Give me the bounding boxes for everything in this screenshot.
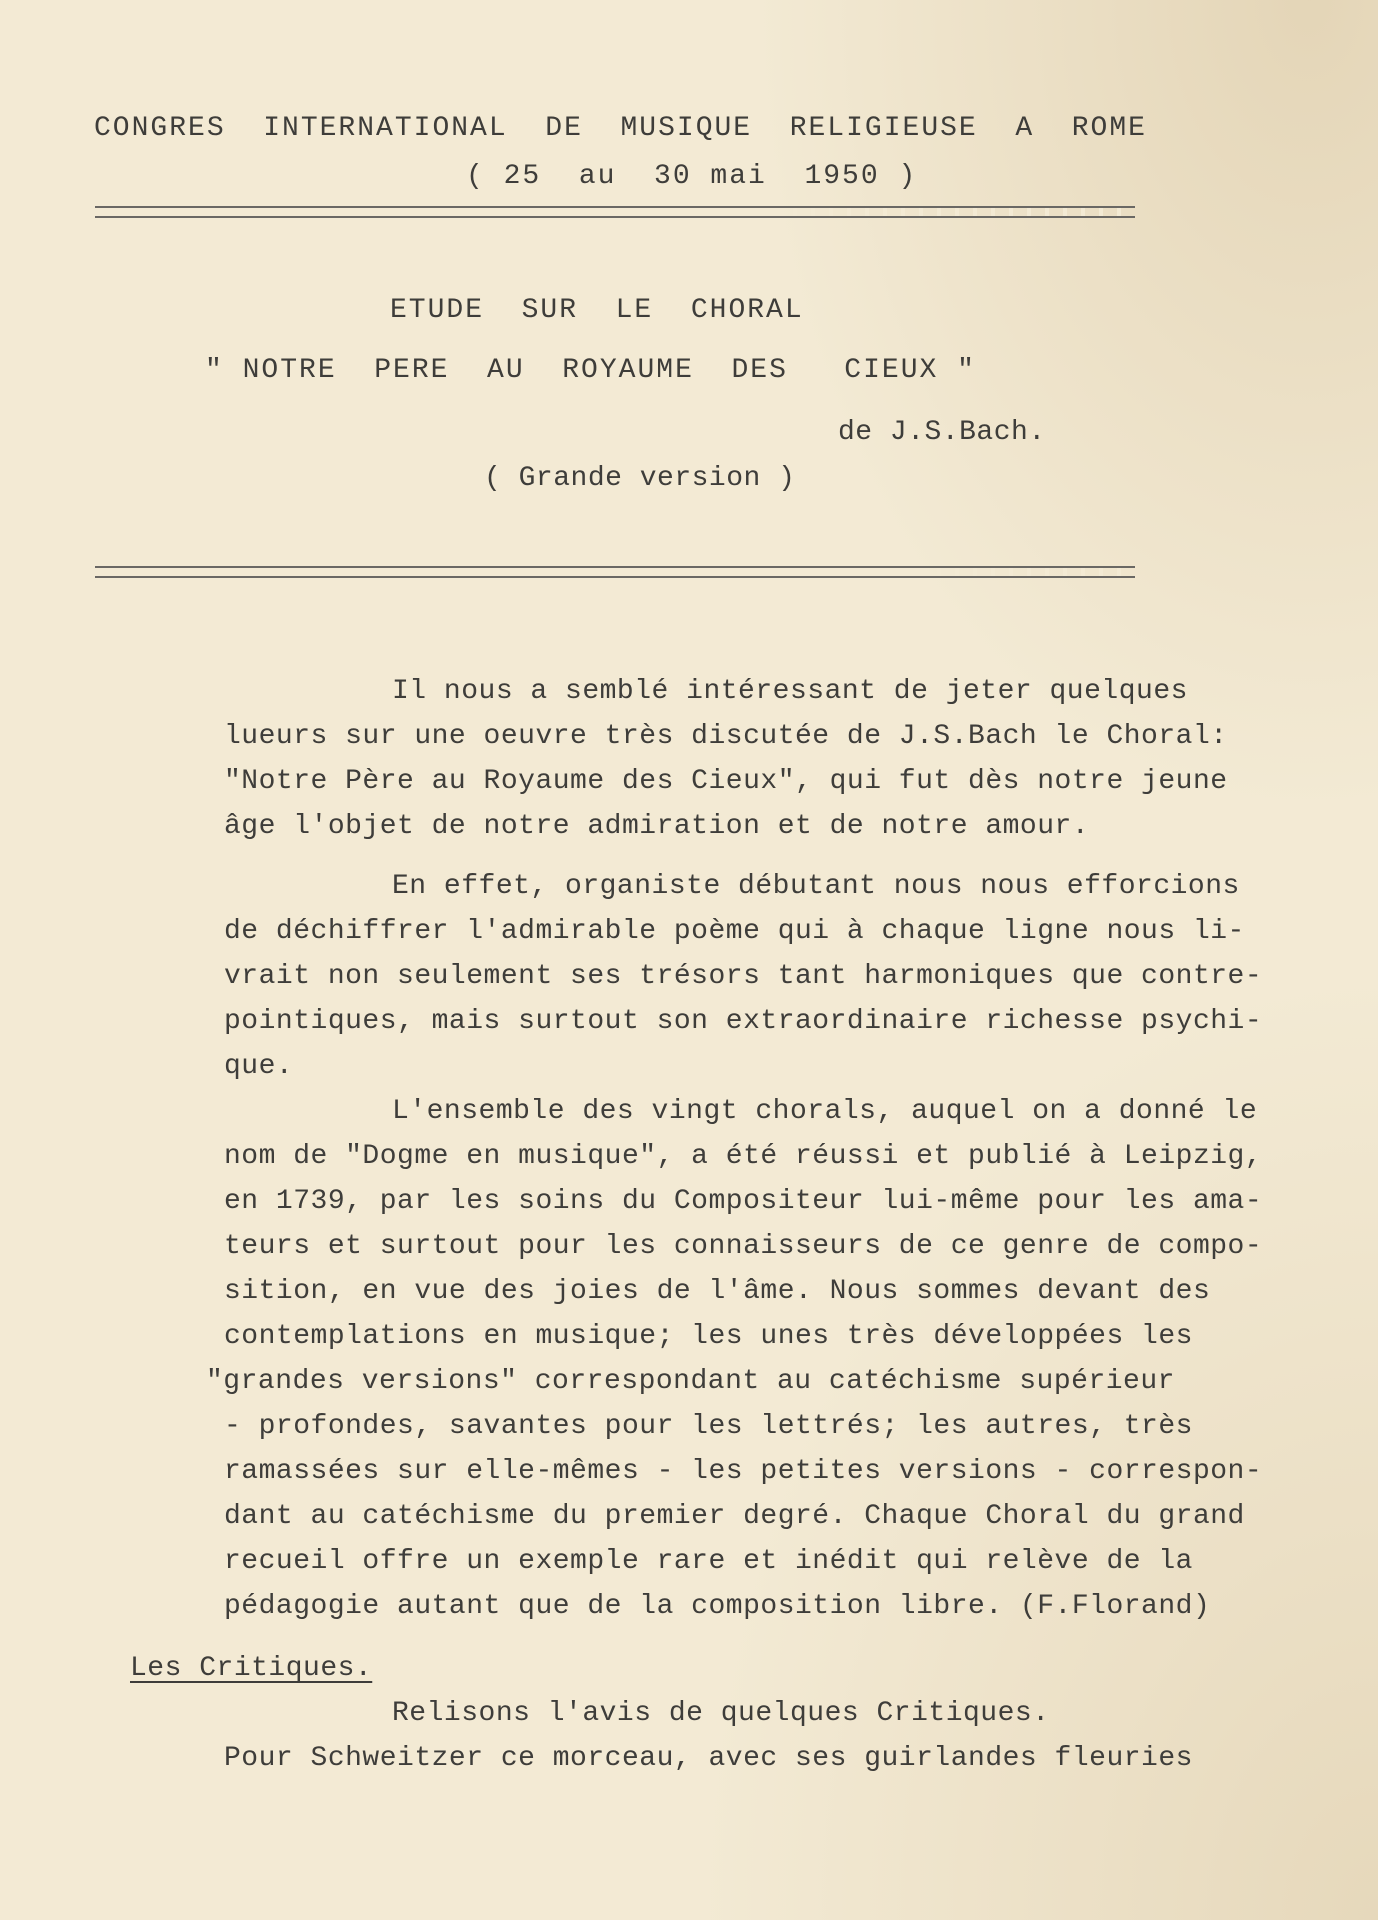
paragraph-line: L'ensemble des vingt chorals, auquel on a donné le [392,1096,1258,1127]
paragraph-line: recueil offre un exemple rare et inédit qui relève de la [224,1546,1193,1577]
paragraph-line: âge l'objet de notre admiration et de notre amour. [224,811,1090,842]
paragraph-line: en 1739, par les soins du Compositeur lui-même pour les ama- [224,1186,1263,1217]
paragraph-line: "grandes versions" correspondant au catéchisme supérieur [206,1366,1175,1397]
section-line: Relisons l'avis de quelques Critiques. [392,1698,1050,1729]
paragraph-line: dant au catéchisme du premier degré. Chaque Choral du grand [224,1501,1245,1532]
paragraph-line: ramassées sur elle-mêmes - les petites versions - correspon- [224,1456,1263,1487]
congress-dates: ( 25 au 30 mai 1950 ) [466,161,918,192]
paragraph-line: Il nous a semblé intéressant de jeter quelques [392,676,1188,707]
paragraph-line: nom de "Dogme en musique", a été réussi et publié à Leipzig, [224,1141,1263,1172]
double-rule-top [95,206,1135,218]
study-title: ETUDE SUR LE CHORAL [390,295,804,326]
paragraph-line: En effet, organiste débutant nous nous efforcions [392,871,1240,902]
paragraph-line: "Notre Père au Royaume des Cieux", qui fut dès notre jeune [224,766,1228,797]
paragraph-line: vrait non seulement ses trésors tant harmoniques que contre- [224,961,1263,992]
section-heading: Les Critiques. [130,1653,373,1684]
paragraph-line: - profondes, savantes pour les lettrés; les autres, très [224,1411,1193,1442]
paragraph-line: contemplations en musique; les unes très développées les [224,1321,1193,1352]
choral-title: " NOTRE PERE AU ROYAUME DES CIEUX " [205,355,976,386]
version-note: ( Grande version ) [484,463,796,494]
double-rule-bottom [95,566,1135,578]
congress-title: CONGRES INTERNATIONAL DE MUSIQUE RELIGIEUSE A ROME [94,113,1147,144]
section-line: Pour Schweitzer ce morceau, avec ses guirlandes fleuries [224,1743,1193,1774]
composer: de J.S.Bach. [838,417,1046,448]
paragraph-line: lueurs sur une oeuvre très discutée de J.S.Bach le Choral: [224,721,1228,752]
paragraph-line: de déchiffrer l'admirable poème qui à chaque ligne nous li- [224,916,1245,947]
paragraph-line: pointiques, mais surtout son extraordinaire richesse psychi- [224,1006,1263,1037]
paragraph-line: pédagogie autant que de la composition libre. (F.Florand) [224,1591,1211,1622]
paragraph-line: sition, en vue des joies de l'âme. Nous sommes devant des [224,1276,1211,1307]
paragraph-line: que. [224,1051,294,1082]
paragraph-line: teurs et surtout pour les connaisseurs de ce genre de compo- [224,1231,1263,1262]
